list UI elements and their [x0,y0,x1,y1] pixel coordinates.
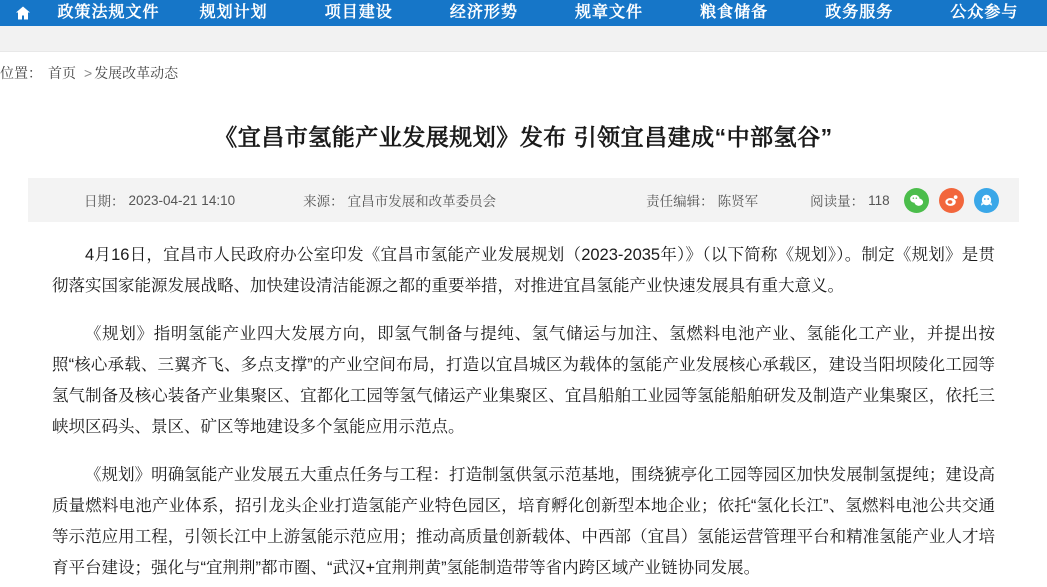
article-container [0,94,1047,584]
nav-item-planning[interactable]: 规划计划 [199,4,268,21]
article-body [28,222,1019,584]
weibo-share-icon[interactable] [939,188,964,213]
nav-item-public-participation[interactable]: 公众参与 [950,4,1019,21]
page-separator-strip [0,26,1047,52]
meta-source-label: 来源： [303,194,344,209]
article-paragraph: 《规划》指明氢能产业四大发展方向，即氢气制备与提纯、氢气储运与加注、氢燃料电池产业、氢能化工产业，并提出按照“核心承载、三翼齐飞、多点支撑”的产业空间布局，打造以宜昌城区为载体的氢能产业发展核心承载区，建设当阳坝陵化工园等氢气制备及核心装备产业集聚区、宜都化工园等氢气储运产业集聚区、宜昌船舶工业园等氢能船舶研发及制造产业集聚区，依托三峡坝区码头、景区、矿区等地建设多个氢能应用示范点。 [52,325,995,436]
nav-item-regulations[interactable]: 规章文件 [575,4,644,21]
meta-views [810,190,890,210]
meta-editor-label: 责任编辑： [646,194,714,209]
main-navigation-bar[interactable] [0,0,1047,26]
share-icon-group [904,188,999,213]
qq-share-icon[interactable] [974,188,999,213]
article-meta-bar [28,178,1019,222]
meta-source-value: 宜昌市发展和改革委员会 [347,194,497,209]
nav-item-gov-services[interactable]: 政务服务 [825,4,894,21]
meta-source [303,190,496,210]
breadcrumb-label: 位置： [0,65,42,81]
home-icon[interactable] [0,0,46,26]
wechat-share-icon[interactable] [904,188,929,213]
nav-item-list [46,0,1047,26]
meta-views-label: 阅读量： [810,194,865,209]
article-paragraph: 《规划》明确氢能产业发展五大重点任务与工程：打造制氢供氢示范基地，围绕猇亭化工园等园区加快发展制氢提纯；建设高质量燃料电池产业体系，招引龙头企业打造氢能产业特色园区，培育孵化创新型本地企业；依托“氢化长江”、氢燃料电池公共交通等示范应用工程，引领长江中上游氢能示范应用；推动高质量创新载体、中西部（宜昌）氢能运营管理平台和精准氢能产业人才培育平台建设；强化与“宜荆荆”都市圈、“武汉+宜荆荆黄”氢能制造带等省内跨区域产业链协同发展。 [52,466,995,577]
breadcrumb-current-page: 发展改革动态 [94,65,179,81]
meta-views-value: 118 [868,192,890,208]
breadcrumb-home-link[interactable]: 首页 [48,65,76,81]
breadcrumb [0,52,1047,94]
meta-date-value: 2023-04-21 14:10 [128,192,236,208]
nav-item-policy-docs[interactable]: 政策法规文件 [57,4,160,21]
meta-date [84,190,235,210]
article-paragraph: 4月16日，宜昌市人民政府办公室印发《宜昌市氢能产业发展规划（2023-2035年）》（以下简称《规划》）。制定《规划》是贯彻落实国家能源发展战略、加快建设清洁能源之都的重要举措，对推进宜昌氢能产业快速发展具有重大意义。 [52,246,995,295]
meta-editor-value: 陈贤军 [717,194,759,209]
meta-editor [646,190,758,210]
nav-item-economy[interactable]: 经济形势 [449,4,518,21]
nav-item-projects[interactable]: 项目建设 [324,4,393,21]
breadcrumb-separator: > [84,65,93,81]
meta-date-label: 日期： [84,194,125,209]
page-title: 《宜昌市氢能产业发展规划》发布 引领宜昌建成“中部氢谷” [214,124,833,150]
nav-item-grain-reserve[interactable]: 粮食储备 [700,4,769,21]
